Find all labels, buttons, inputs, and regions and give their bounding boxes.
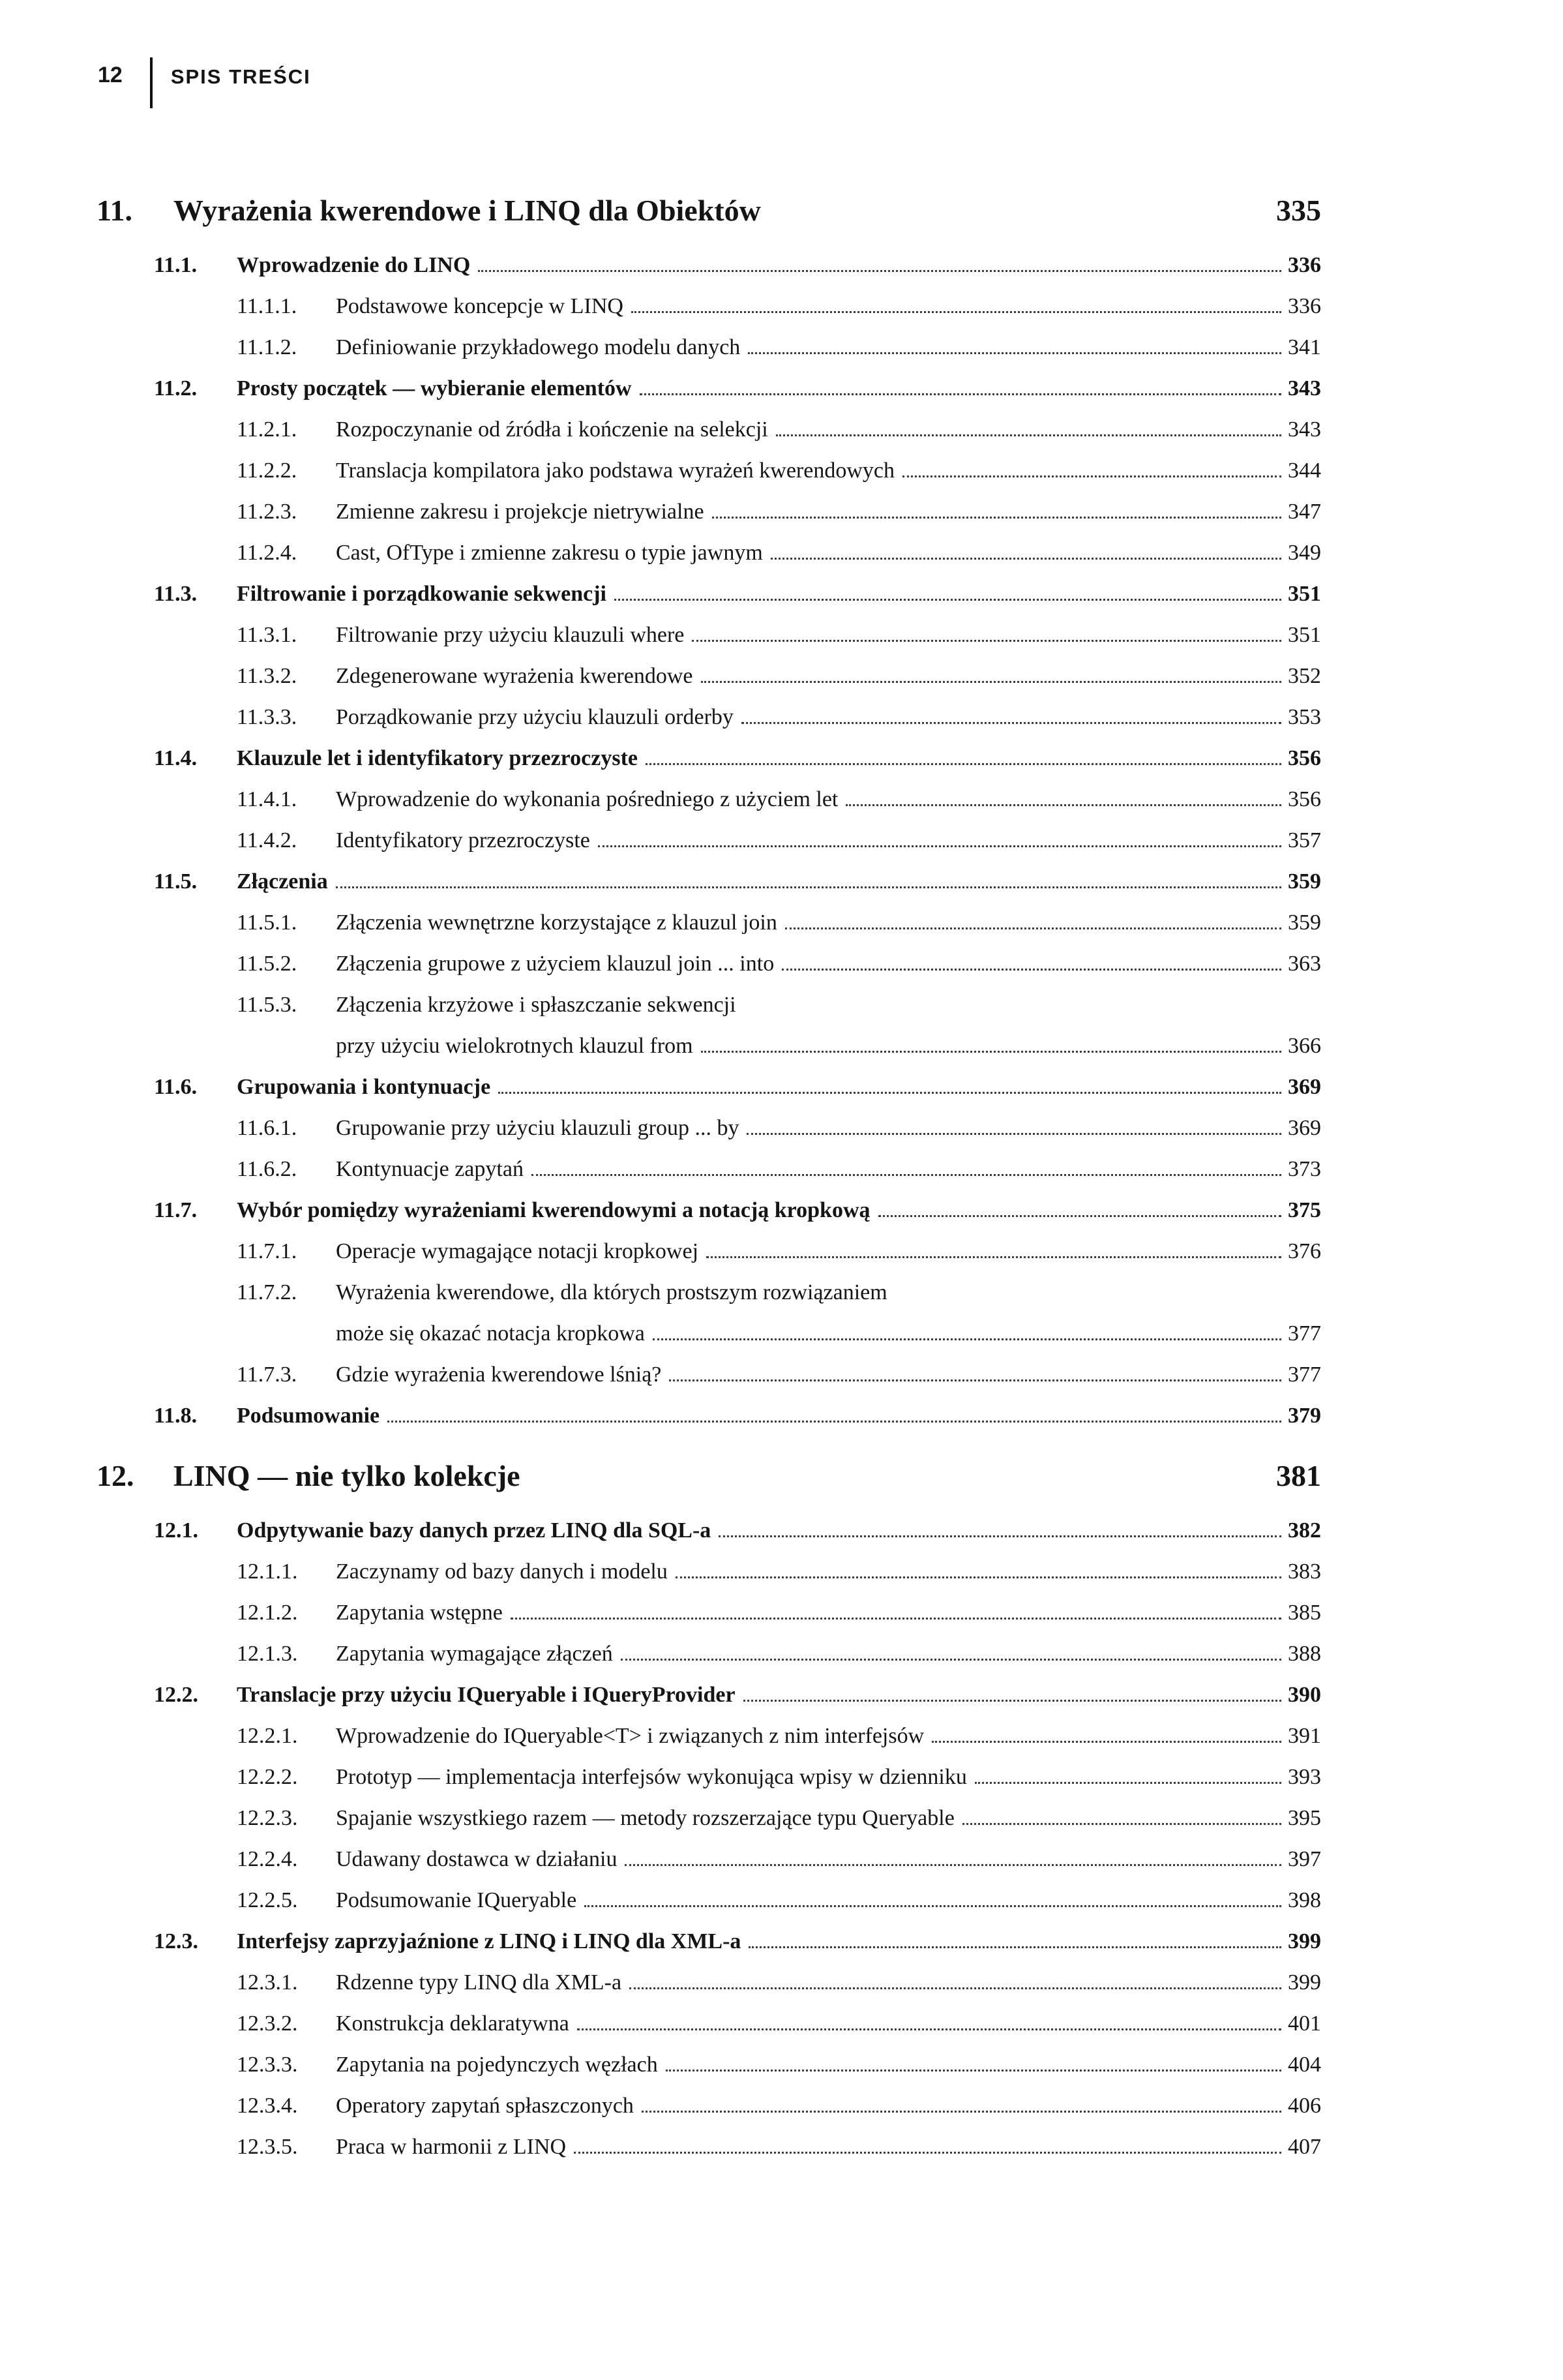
dotted-leader: [692, 639, 1281, 642]
entry-title: Translacja kompilatora jako podstawa wyrażeń kwerendowych: [336, 459, 895, 483]
entry-number: 11.2.: [154, 376, 198, 400]
entry-number: 11.4.2.: [237, 828, 297, 852]
entry-number: 11.6.: [154, 1075, 198, 1099]
entry-title: Gdzie wyrażenia kwerendowe lśnią?: [336, 1363, 662, 1387]
toc-entry: [97, 1551, 1321, 1592]
toc-entry: [97, 2003, 1321, 2044]
dotted-leader: [771, 556, 1281, 560]
dotted-leader: [878, 1214, 1281, 1217]
entry-number: 12.2.3.: [237, 1806, 298, 1830]
toc-entry: [97, 327, 1321, 368]
entry-number: 11.3.1.: [237, 623, 297, 647]
chapter-entries: [97, 1510, 1321, 2167]
dotted-leader: [531, 1173, 1281, 1176]
entry-number: 11.6.1.: [237, 1116, 297, 1140]
entry-title: Złączenia wewnętrzne korzystające z klauzul join: [336, 911, 777, 935]
entry-page-number: 359: [1288, 869, 1321, 894]
chapter-entries: [97, 245, 1321, 1436]
entry-number: 12.1.1.: [237, 1559, 298, 1584]
toc-entry: [97, 1798, 1321, 1839]
toc-entry: [97, 409, 1321, 450]
toc-entry: [97, 861, 1321, 902]
chapter-section: [97, 193, 1321, 1436]
toc-entry: [97, 1510, 1321, 1551]
dotted-leader: [669, 1378, 1281, 1381]
entry-page-number: 385: [1288, 1601, 1321, 1625]
dotted-leader: [747, 1132, 1281, 1135]
entry-title: Spajanie wszystkiego razem — metody rozszerzające typu Queryable: [336, 1806, 955, 1830]
dotted-leader: [741, 721, 1281, 724]
entry-number: 12.2.1.: [237, 1724, 298, 1748]
entry-number: 11.3.: [154, 582, 198, 606]
entry-number: 12.2.5.: [237, 1888, 298, 1912]
entry-title: Translacje przy użyciu IQueryable i IQueryProvider: [237, 1683, 736, 1707]
dotted-leader: [511, 1616, 1281, 1619]
entry-number: 11.8.: [154, 1404, 198, 1428]
entry-number: 12.2.2.: [237, 1765, 298, 1789]
dotted-leader: [932, 1740, 1281, 1743]
entry-title: Zapytania na pojedynczych węzłach: [336, 2053, 658, 2077]
entry-number: 12.2.4.: [237, 1847, 298, 1871]
toc-entry: [97, 573, 1321, 614]
dotted-leader: [701, 1049, 1281, 1053]
entry-number: 11.4.1.: [237, 787, 297, 811]
entry-page-number: 347: [1288, 500, 1321, 524]
dotted-leader: [712, 515, 1281, 519]
entry-number: 11.2.1.: [237, 417, 297, 442]
entry-page-number: 393: [1288, 1765, 1321, 1789]
toc-entry: [97, 1880, 1321, 1921]
entry-title: Identyfikatory przezroczyste: [336, 828, 590, 852]
entry-page-number: 352: [1288, 664, 1321, 688]
toc-entry: [97, 286, 1321, 327]
entry-number: 11.5.: [154, 869, 198, 894]
chapter-page-number: 381: [1276, 1459, 1321, 1492]
dotted-leader: [962, 1822, 1281, 1825]
dotted-leader: [640, 392, 1281, 395]
entry-page-number: 356: [1288, 787, 1321, 811]
toc-entry: [97, 697, 1321, 738]
entry-title: Podsumowanie IQueryable: [336, 1888, 577, 1912]
entry-page-number: 376: [1288, 1239, 1321, 1263]
entry-page-number: 404: [1288, 2053, 1321, 2077]
toc-entry: [97, 2044, 1321, 2085]
dotted-leader: [498, 1091, 1281, 1094]
entry-page-number: 382: [1288, 1518, 1321, 1543]
dotted-leader: [749, 1945, 1281, 1948]
entry-page-number: 390: [1288, 1683, 1321, 1707]
toc-entry: [97, 1921, 1321, 1962]
entry-number: 11.1.2.: [237, 335, 297, 359]
header-title: SPIS TREŚCI: [170, 65, 311, 88]
entry-page-number: 406: [1288, 2094, 1321, 2118]
dotted-leader: [614, 597, 1281, 601]
entry-title: Podsumowanie: [237, 1404, 380, 1428]
entry-title: Porządkowanie przy użyciu klauzuli orderby: [336, 705, 734, 729]
entry-title: Operacje wymagające notacji kropkowej: [336, 1239, 699, 1263]
entry-page-number: 398: [1288, 1888, 1321, 1912]
entry-page-number: 336: [1288, 253, 1321, 277]
toc-entry: [97, 820, 1321, 861]
entry-page-number: 373: [1288, 1157, 1321, 1181]
toc-entry: [97, 1313, 1321, 1354]
entry-page-number: 341: [1288, 335, 1321, 359]
entry-title: Zdegenerowane wyrażenia kwerendowe: [336, 664, 693, 688]
entry-page-number: 407: [1288, 2135, 1321, 2159]
dotted-leader: [574, 2150, 1281, 2154]
dotted-leader: [719, 1534, 1281, 1537]
entry-page-number: 344: [1288, 459, 1321, 483]
entry-title: Zapytania wstępne: [336, 1601, 503, 1625]
dotted-leader: [577, 2027, 1281, 2030]
entry-number: 11.3.3.: [237, 705, 297, 729]
entry-title: Interfejsy zaprzyjaźnione z LINQ i LINQ dla XML-a: [237, 1929, 741, 1953]
toc-entry: [97, 1190, 1321, 1231]
entry-title: Filtrowanie i porządkowanie sekwencji: [237, 582, 606, 606]
dotted-leader: [902, 474, 1281, 477]
dotted-leader: [621, 1657, 1281, 1661]
entry-number: 11.7.1.: [237, 1239, 297, 1263]
entry-page-number: 383: [1288, 1559, 1321, 1584]
toc-entry: [97, 1231, 1321, 1272]
entry-title: Wprowadzenie do wykonania pośredniego z użyciem let: [336, 787, 839, 811]
entry-number: 11.2.3.: [237, 500, 297, 524]
entry-number: 11.4.: [154, 746, 198, 770]
entry-title: Definiowanie przykładowego modelu danych: [336, 335, 741, 359]
entry-number: 11.5.1.: [237, 911, 297, 935]
toc-entry: [97, 1674, 1321, 1715]
toc-entry: [97, 1962, 1321, 2003]
entry-page-number: 377: [1288, 1321, 1321, 1346]
dotted-leader: [782, 967, 1281, 971]
entry-title: Klauzule let i identyfikatory przezroczyste: [237, 746, 638, 770]
chapter-title: LINQ — nie tylko kolekcje: [173, 1459, 520, 1492]
entry-page-number: 399: [1288, 1970, 1321, 1995]
entry-title: Prosty początek — wybieranie elementów: [237, 376, 632, 400]
toc-entry: [97, 984, 1321, 1025]
entry-title: Wybór pomiędzy wyrażeniami kwerendowymi a notacją kropkową: [237, 1198, 871, 1222]
chapter-heading: [97, 193, 1321, 228]
toc-entry: [97, 655, 1321, 697]
entry-page-number: 388: [1288, 1642, 1321, 1666]
entry-page-number: 353: [1288, 705, 1321, 729]
entry-title: Odpytywanie bazy danych przez LINQ dla SQL-a: [237, 1518, 711, 1543]
entry-page-number: 395: [1288, 1806, 1321, 1830]
toc-entry: [97, 2085, 1321, 2126]
dotted-leader: [646, 762, 1281, 765]
entry-title: Złączenia: [237, 869, 328, 894]
dotted-leader: [743, 1698, 1281, 1702]
toc-entry: [97, 1395, 1321, 1436]
entry-page-number: 379: [1288, 1404, 1321, 1428]
entry-title: Praca w harmonii z LINQ: [336, 2135, 567, 2159]
toc-entry: [97, 1107, 1321, 1149]
entry-number: 12.1.: [154, 1518, 198, 1543]
entry-title: Prototyp — implementacja interfejsów wykonująca wpisy w dzienniku: [336, 1765, 967, 1789]
entry-title: Cast, OfType i zmienne zakresu o typie jawnym: [336, 541, 763, 565]
entry-page-number: 401: [1288, 2011, 1321, 2036]
dotted-leader: [584, 1904, 1281, 1907]
toc-entry: [97, 245, 1321, 286]
dotted-leader: [631, 310, 1281, 313]
dotted-leader: [642, 2109, 1281, 2113]
entry-number: 11.5.3.: [237, 993, 297, 1017]
dotted-leader: [598, 844, 1281, 847]
dotted-leader: [387, 1419, 1281, 1423]
entry-number: 12.3.5.: [237, 2135, 298, 2159]
entry-number: 11.1.1.: [237, 294, 297, 318]
entry-page-number: 391: [1288, 1724, 1321, 1748]
toc-entry: [97, 2126, 1321, 2167]
entry-page-number: 357: [1288, 828, 1321, 852]
toc-entry: [97, 902, 1321, 943]
dotted-leader: [676, 1575, 1281, 1578]
entry-page-number: 343: [1288, 417, 1321, 442]
dotted-leader: [748, 351, 1281, 354]
entry-page-number: 363: [1288, 952, 1321, 976]
entry-number: 12.3.1.: [237, 1970, 298, 1995]
dotted-leader: [629, 1986, 1281, 1989]
entry-number: 12.3.3.: [237, 2053, 298, 2077]
chapter-section: [97, 1458, 1321, 2167]
chapter-heading: [97, 1458, 1321, 1493]
entry-title: Wyrażenia kwerendowe, dla których prostszym rozwiązaniem: [336, 1280, 887, 1304]
toc-entry: [97, 1592, 1321, 1633]
toc-entry: [97, 943, 1321, 984]
entry-title: Wprowadzenie do IQueryable<T> i związanych z nim interfejsów: [336, 1724, 925, 1748]
entry-page-number: 336: [1288, 294, 1321, 318]
entry-title: Zmienne zakresu i projekcje nietrywialne: [336, 500, 704, 524]
entry-title: Wprowadzenie do LINQ: [237, 253, 471, 277]
entry-title: Filtrowanie przy użyciu klauzuli where: [336, 623, 685, 647]
page-number: 12: [98, 63, 123, 87]
entry-number: 11.7.3.: [237, 1363, 297, 1387]
entry-number: 11.2.4.: [237, 541, 297, 565]
entry-title: Grupowania i kontynuacje: [237, 1075, 491, 1099]
toc-entry: [97, 1715, 1321, 1756]
dotted-leader: [706, 1255, 1281, 1258]
toc-entry: [97, 1839, 1321, 1880]
entry-number: 12.2.: [154, 1683, 198, 1707]
toc-entry: [97, 1354, 1321, 1395]
entry-title: Złączenia krzyżowe i spłaszczanie sekwencji: [336, 993, 736, 1017]
entry-page-number: 377: [1288, 1363, 1321, 1387]
toc-entry: [97, 450, 1321, 491]
toc-entry: [97, 1066, 1321, 1107]
entry-title: Podstawowe koncepcje w LINQ: [336, 294, 623, 318]
entry-number: 12.3.: [154, 1929, 198, 1953]
dotted-leader: [776, 433, 1281, 436]
toc-entry: [97, 1633, 1321, 1674]
entry-title: może się okazać notacja kropkowa: [336, 1321, 645, 1346]
toc-entry: [97, 1756, 1321, 1798]
entry-number: 11.2.2.: [237, 459, 297, 483]
toc-entry: [97, 1149, 1321, 1190]
dotted-leader: [478, 269, 1281, 272]
entry-page-number: 375: [1288, 1198, 1321, 1222]
entry-title: przy użyciu wielokrotnych klauzul from: [336, 1034, 693, 1058]
header-divider: [150, 57, 153, 108]
dotted-leader: [701, 680, 1282, 683]
entry-page-number: 397: [1288, 1847, 1321, 1871]
chapter-title: Wyrażenia kwerendowe i LINQ dla Obiektów: [173, 194, 761, 227]
toc-entry: [97, 614, 1321, 655]
dotted-leader: [625, 1863, 1281, 1866]
page-header: [98, 57, 311, 108]
toc-entry: [97, 491, 1321, 532]
entry-number: 12.3.4.: [237, 2094, 298, 2118]
entry-page-number: 351: [1288, 582, 1321, 606]
entry-number: 11.5.2.: [237, 952, 297, 976]
entry-number: 12.1.3.: [237, 1642, 298, 1666]
entry-number: 12.1.2.: [237, 1601, 298, 1625]
entry-page-number: 356: [1288, 746, 1321, 770]
entry-title: Konstrukcja deklaratywna: [336, 2011, 569, 2036]
entry-page-number: 399: [1288, 1929, 1321, 1953]
chapter-number: 11.: [97, 194, 132, 227]
toc-entry: [97, 779, 1321, 820]
toc-entry: [97, 1025, 1321, 1066]
entry-number: 11.3.2.: [237, 664, 297, 688]
dotted-leader: [785, 926, 1281, 929]
entry-title: Operatory zapytań spłaszczonych: [336, 2094, 634, 2118]
entry-title: Złączenia grupowe z użyciem klauzul join ... into: [336, 952, 775, 976]
entry-page-number: 343: [1288, 376, 1321, 400]
entry-page-number: 359: [1288, 911, 1321, 935]
entry-number: 11.7.: [154, 1198, 198, 1222]
entry-title: Grupowanie przy użyciu klauzuli group ... by: [336, 1116, 739, 1140]
toc-entry: [97, 368, 1321, 409]
dotted-leader: [846, 803, 1281, 806]
entry-page-number: 349: [1288, 541, 1321, 565]
entry-title: Zapytania wymagające złączeń: [336, 1642, 613, 1666]
toc-entry: [97, 738, 1321, 779]
entry-number: 12.3.2.: [237, 2011, 298, 2036]
entry-title: Udawany dostawca w działaniu: [336, 1847, 618, 1871]
toc-entry: [97, 1272, 1321, 1313]
entry-number: 11.7.2.: [237, 1280, 297, 1304]
chapter-page-number: 335: [1276, 194, 1321, 227]
entry-page-number: 366: [1288, 1034, 1321, 1058]
toc-entry: [97, 532, 1321, 573]
entry-number: 11.6.2.: [237, 1157, 297, 1181]
entry-title: Kontynuacje zapytań: [336, 1157, 524, 1181]
entry-page-number: 369: [1288, 1116, 1321, 1140]
entry-title: Rozpoczynanie od źródła i kończenie na selekcji: [336, 417, 768, 442]
entry-title: Rdzenne typy LINQ dla XML-a: [336, 1970, 622, 1995]
chapter-number: 12.: [97, 1459, 134, 1492]
dotted-leader: [666, 2068, 1281, 2071]
entry-title: Zaczynamy od bazy danych i modelu: [336, 1559, 668, 1584]
table-of-contents: [97, 171, 1321, 2167]
dotted-leader: [975, 1781, 1281, 1784]
entry-number: 11.1.: [154, 253, 198, 277]
dotted-leader: [653, 1337, 1281, 1340]
dotted-leader: [336, 885, 1281, 888]
entry-page-number: 369: [1288, 1075, 1321, 1099]
entry-page-number: 351: [1288, 623, 1321, 647]
